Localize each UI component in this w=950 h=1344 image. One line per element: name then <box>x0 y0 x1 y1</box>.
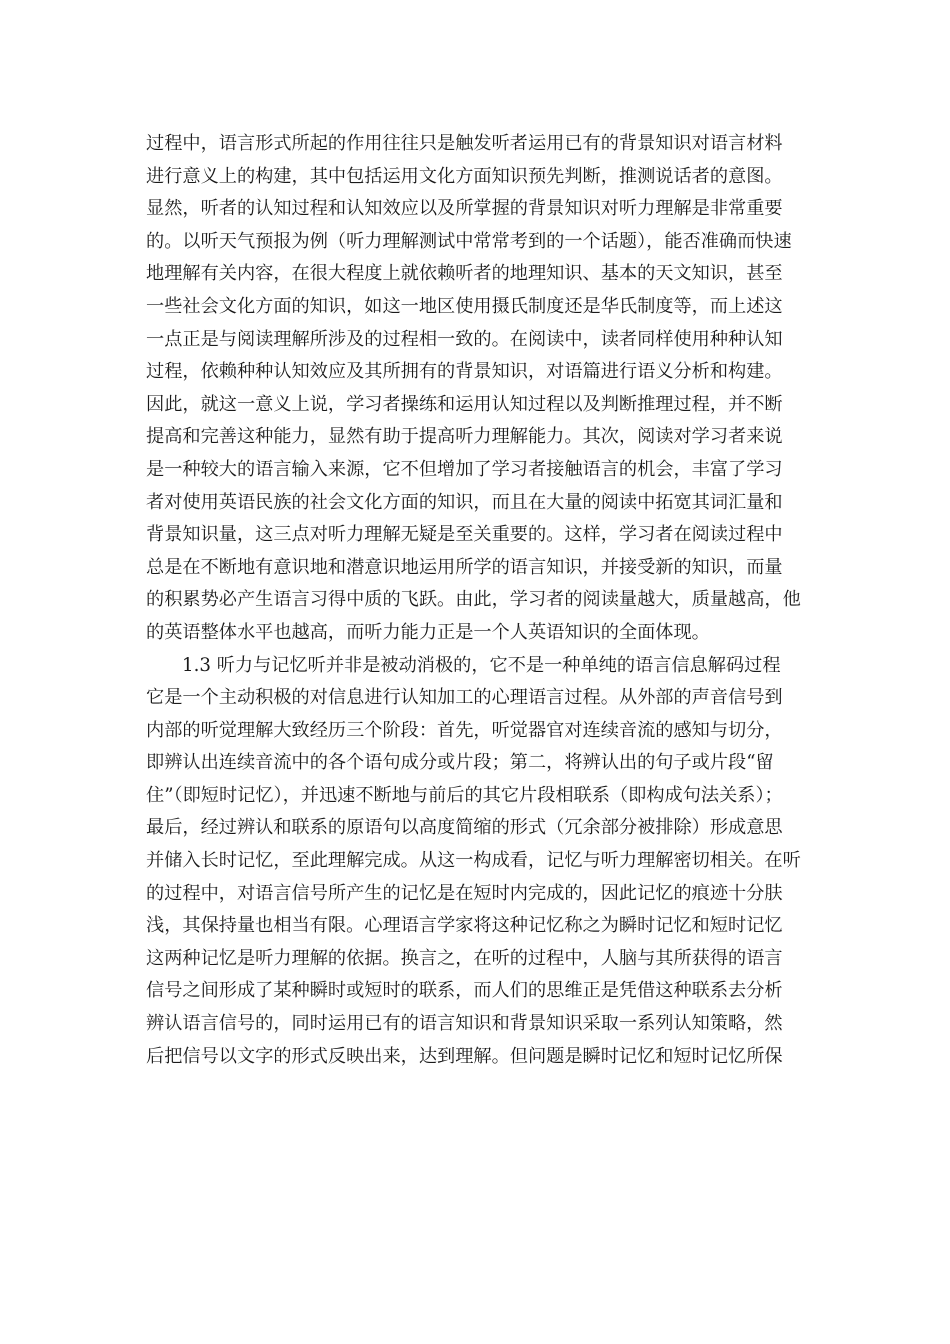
text-line: 显然，听者的认知过程和认知效应以及所掌握的背景知识对听力理解是非常重要 <box>146 198 783 220</box>
text-line: 的积累势必产生语言习得中质的飞跃。由此，学习者的阅读量越大，质量越高，他 <box>146 589 801 611</box>
text-line: 一些社会文化方面的知识，如这一地区使用摄氏制度还是华氏制度等，而上述这 <box>146 295 783 317</box>
text-line: 它是一个主动积极的对信息进行认知加工的心理语言过程。从外部的声音信号到 <box>146 687 783 709</box>
text-line: 地理解有关内容，在很大程度上就依赖听者的地理知识、基本的天文知识，甚至 <box>146 263 783 285</box>
text-line: 住”（即短时记忆），并迅速不断地与前后的其它片段相联系（即构成句法关系）； <box>146 784 783 806</box>
text-line: 背景知识量，这三点对听力理解无疑是至关重要的。这样，学习者在阅读过程中 <box>146 524 783 546</box>
text-line: 过程，依赖种种认知效应及其所拥有的背景知识，对语篇进行语义分析和构建。 <box>146 361 783 383</box>
text-line: 的英语整体水平也越高，而听力能力正是一个人英语知识的全面体现。 <box>146 621 710 643</box>
text-line: 后把信号以文字的形式反映出来，达到理解。但问题是瞬时记忆和短时记忆所保 <box>146 1045 783 1067</box>
text-line: 进行意义上的构建，其中包括运用文化方面知识预先判断，推测说话者的意图。 <box>146 165 783 187</box>
section-heading-line: 1.3 听力与记忆听并非是被动消极的，它不是一种单纯的语言信息解码过程 <box>182 654 781 676</box>
text-line: 因此，就这一意义上说，学习者操练和运用认知过程以及判断推理过程，并不断 <box>146 393 783 415</box>
text-line: 者对使用英语民族的社会文化方面的知识，而且在大量的阅读中拓宽其词汇量和 <box>146 491 783 513</box>
text-line: 提高和完善这种能力，显然有助于提高听力理解能力。其次，阅读对学习者来说 <box>146 426 783 448</box>
text-line: 的。以听天气预报为例（听力理解测试中常常考到的一个话题），能否准确而快速 <box>146 230 792 252</box>
text-line: 总是在不断地有意识地和潜意识地运用所学的语言知识，并接受新的知识，而量 <box>146 556 783 578</box>
text-line: 过程中，语言形式所起的作用往往只是触发听者运用已有的背景知识对语言材料 <box>146 133 783 154</box>
text-line: 浅，其保持量也相当有限。心理语言学家将这种记忆称之为瞬时记忆和短时记忆 <box>146 915 783 937</box>
text-line: 一点正是与阅读理解所涉及的过程相一致的。在阅读中，读者同样使用种种认知 <box>146 328 783 350</box>
text-line: 即辨认出连续音流中的各个语句成分或片段；第二，将辨认出的句子或片段“留 <box>146 752 774 774</box>
text-line: 内部的听觉理解大致经历三个阶段：首先，听觉器官对连续音流的感知与切分， <box>146 719 783 741</box>
text-line: 最后，经过辨认和联系的原语句以高度简缩的形式（冗余部分被排除）形成意思 <box>146 817 783 839</box>
text-line: 并储入长时记忆，至此理解完成。从这一构成看，记忆与听力理解密切相关。在听 <box>146 850 801 872</box>
body-text <box>146 128 811 1073</box>
text-line: 这两种记忆是听力理解的依据。换言之，在听的过程中，人脑与其所获得的语言 <box>146 947 783 969</box>
text-line: 的过程中，对语言信号所产生的记忆是在短时内完成的，因此记忆的痕迹十分肤 <box>146 882 783 904</box>
text-line: 信号之间形成了某种瞬时或短时的联系，而人们的思维正是凭借这种联系去分析 <box>146 980 783 1002</box>
text-line: 辨认语言信号的，同时运用已有的语言知识和背景知识采取一系列认知策略，然 <box>146 1013 783 1035</box>
text-line: 是一种较大的语言输入来源，它不但增加了学习者接触语言的机会，丰富了学习 <box>146 458 783 480</box>
